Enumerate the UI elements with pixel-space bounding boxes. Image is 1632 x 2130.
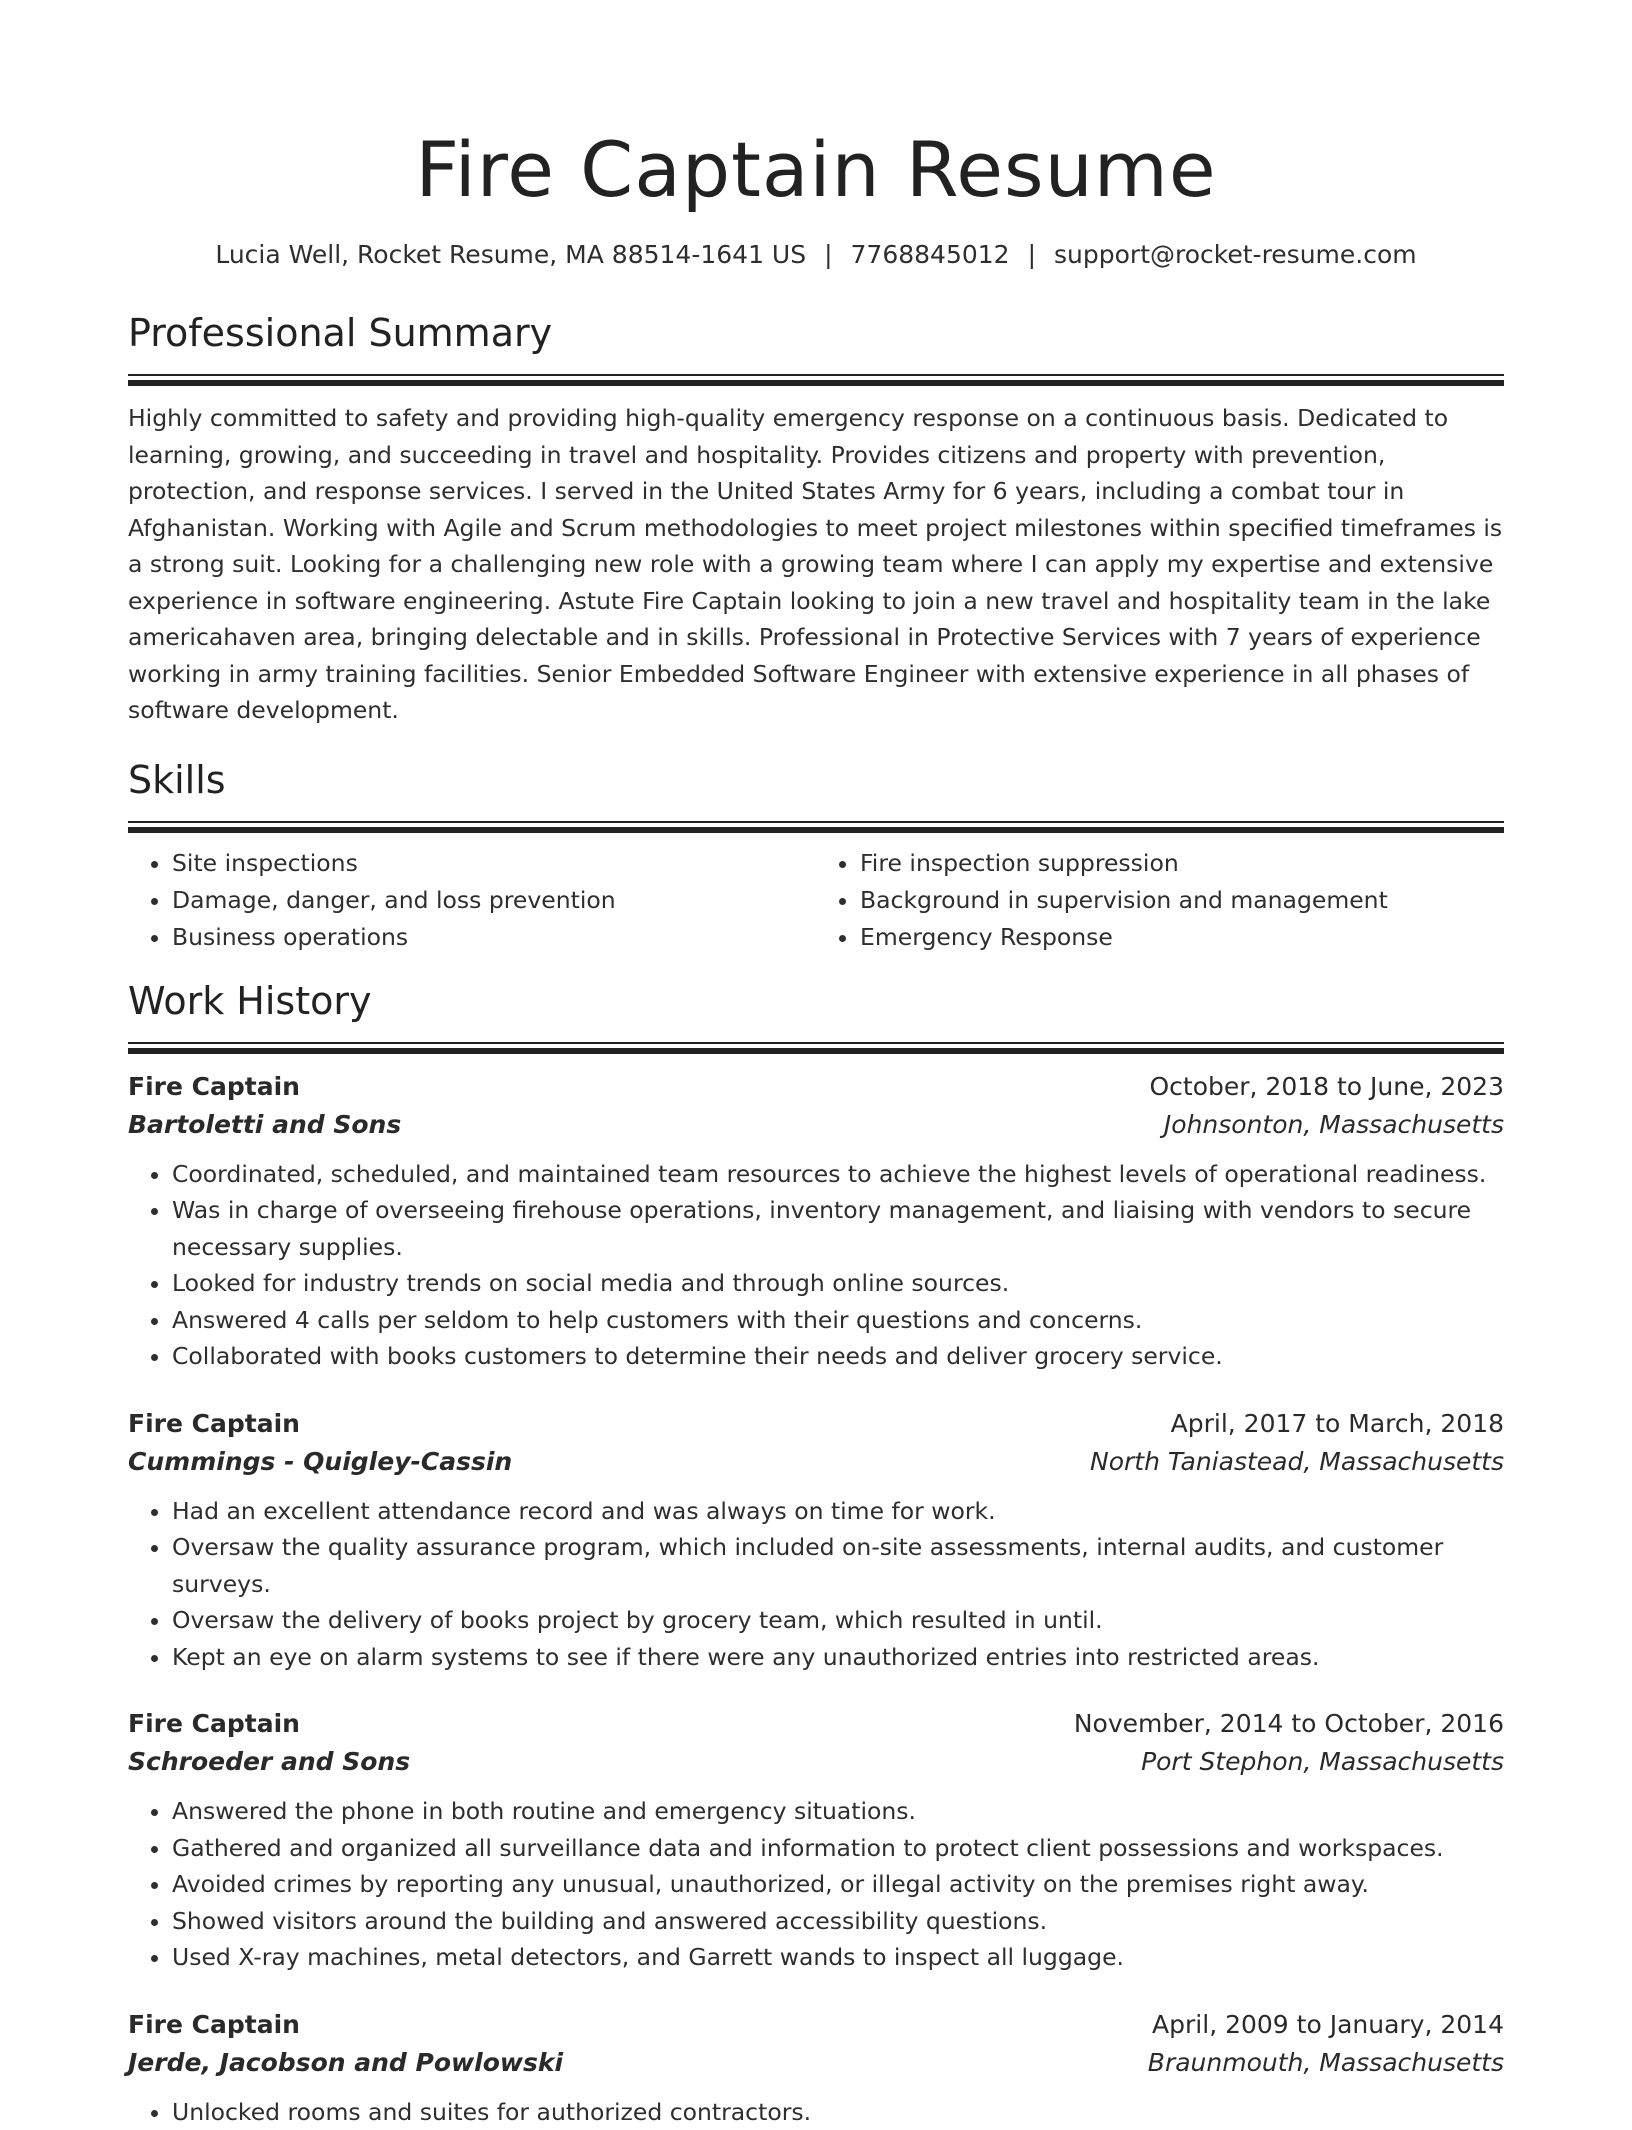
skill-item: • Background in supervision and management <box>860 882 1504 919</box>
contact-email: support@rocket-resume.com <box>1054 240 1417 269</box>
job-dates: April, 2017 to March, 2018 <box>1171 1405 1504 1443</box>
skills-list-right <box>816 845 1504 956</box>
job-bullet: • Unlocked rooms and suites for authorized contractors. <box>172 2094 1504 2130</box>
summary-text: Highly committed to safety and providing high-quality emergency response on a continuous basis. Dedicated to learning, growing, and succeeding in travel and hospitality. Provides citizens and property with prevention, protection, and response services. I served in the United States Army for 6 years, including a combat tour in Afghanistan. Working with Agile and Scrum methodologies to meet project milestones within specified timeframes is a strong suit. Looking for a challenging new role with a growing team where I can apply my expertise and extensive experience in software engineering. Astute Fire Captain looking to join a new travel and hospitality team in the lake americahaven area, bringing delectable and in skills. Professional in Protective Services with 7 years of experience working in army training facilities. Senior Embedded Software Engineer with extensive experience in all phases of software development. <box>128 400 1504 729</box>
job-bullet: • Gathered and organized all surveillance data and information to protect client possessions and workspaces. <box>172 1830 1504 1867</box>
job-title: Fire Captain <box>128 1705 300 1743</box>
job-entry <box>128 2006 1504 2130</box>
job-location: Johnsonton, Massachusetts <box>1164 1106 1504 1144</box>
section-heading-work: Work History <box>128 978 1504 1024</box>
job-bullet: • Answered 4 calls per seldom to help customers with their questions and concerns. <box>172 1302 1504 1339</box>
job-bullet: • Answered the phone in both routine and emergency situations. <box>172 1793 1504 1830</box>
job-bullet: • Avoided crimes by reporting any unusual, unauthorized, or illegal activity on the premises right away. <box>172 1866 1504 1903</box>
job-bullet: • Used X-ray machines, metal detectors, and Garrett wands to inspect all luggage. <box>172 1939 1504 1976</box>
skills-list-left <box>128 845 816 956</box>
job-dates: November, 2014 to October, 2016 <box>1074 1705 1504 1743</box>
contact-address: Lucia Well, Rocket Resume, MA 88514-1641 US <box>215 240 806 269</box>
job-bullet: • Oversaw the delivery of books project by grocery team, which resulted in until. <box>172 1602 1504 1639</box>
job-bullet: • Coordinated, scheduled, and maintained team resources to achieve the highest levels of operational readiness. <box>172 1156 1504 1193</box>
section-heading-summary: Professional Summary <box>128 310 1504 356</box>
job-dates: October, 2018 to June, 2023 <box>1149 1068 1504 1106</box>
job-bullets <box>128 1493 1504 1676</box>
job-bullet: • Showed visitors around the building and answered accessibility questions. <box>172 1903 1504 1940</box>
job-bullet: • Looked for industry trends on social media and through online sources. <box>172 1265 1504 1302</box>
job-entry <box>128 1405 1504 1676</box>
job-company: Bartoletti and Sons <box>128 1106 401 1144</box>
resume-title: Fire Captain Resume <box>128 122 1504 218</box>
job-company: Cummings - Quigley-Cassin <box>128 1443 512 1481</box>
contact-separator: | <box>824 240 832 269</box>
skills-section <box>128 757 1504 956</box>
job-dates: April, 2009 to January, 2014 <box>1152 2006 1504 2044</box>
job-bullet: • Collaborated with books customers to determine their needs and deliver grocery service. <box>172 1338 1504 1375</box>
job-title: Fire Captain <box>128 1068 300 1106</box>
contact-phone: 7768845012 <box>851 240 1010 269</box>
skill-item: • Site inspections <box>172 845 816 882</box>
job-title: Fire Captain <box>128 2006 300 2044</box>
section-heading-skills: Skills <box>128 757 1504 803</box>
resume-page <box>128 0 1504 2130</box>
job-entry <box>128 1068 1504 1375</box>
skills-grid <box>128 845 1504 956</box>
job-company: Schroeder and Sons <box>128 1743 410 1781</box>
skill-item: • Emergency Response <box>860 919 1504 956</box>
job-bullet: • Oversaw the quality assurance program, which included on-site assessments, internal audits, and customer surveys. <box>172 1529 1504 1602</box>
job-bullet: • Kept an eye on alarm systems to see if there were any unauthorized entries into restricted areas. <box>172 1639 1504 1676</box>
summary-section <box>128 310 1504 729</box>
contact-line <box>128 238 1504 272</box>
section-divider <box>128 374 1504 386</box>
job-bullets <box>128 1156 1504 1375</box>
job-title: Fire Captain <box>128 1405 300 1443</box>
skill-item: • Damage, danger, and loss prevention <box>172 882 816 919</box>
section-divider <box>128 821 1504 833</box>
job-entry <box>128 1705 1504 1976</box>
job-bullet: • Had an excellent attendance record and was always on time for work. <box>172 1493 1504 1530</box>
skill-item: • Business operations <box>172 919 816 956</box>
job-location: Port Stephon, Massachusetts <box>1141 1743 1504 1781</box>
job-location: Braunmouth, Massachusetts <box>1148 2044 1504 2082</box>
section-divider <box>128 1042 1504 1054</box>
job-bullet: • Was in charge of overseeing firehouse operations, inventory management, and liaising with vendors to secure necessary supplies. <box>172 1192 1504 1265</box>
work-section <box>128 978 1504 2130</box>
skill-item: • Fire inspection suppression <box>860 845 1504 882</box>
contact-separator: | <box>1028 240 1036 269</box>
job-location: North Taniastead, Massachusetts <box>1090 1443 1504 1481</box>
job-bullets <box>128 1793 1504 1976</box>
job-company: Jerde, Jacobson and Powlowski <box>128 2044 563 2082</box>
